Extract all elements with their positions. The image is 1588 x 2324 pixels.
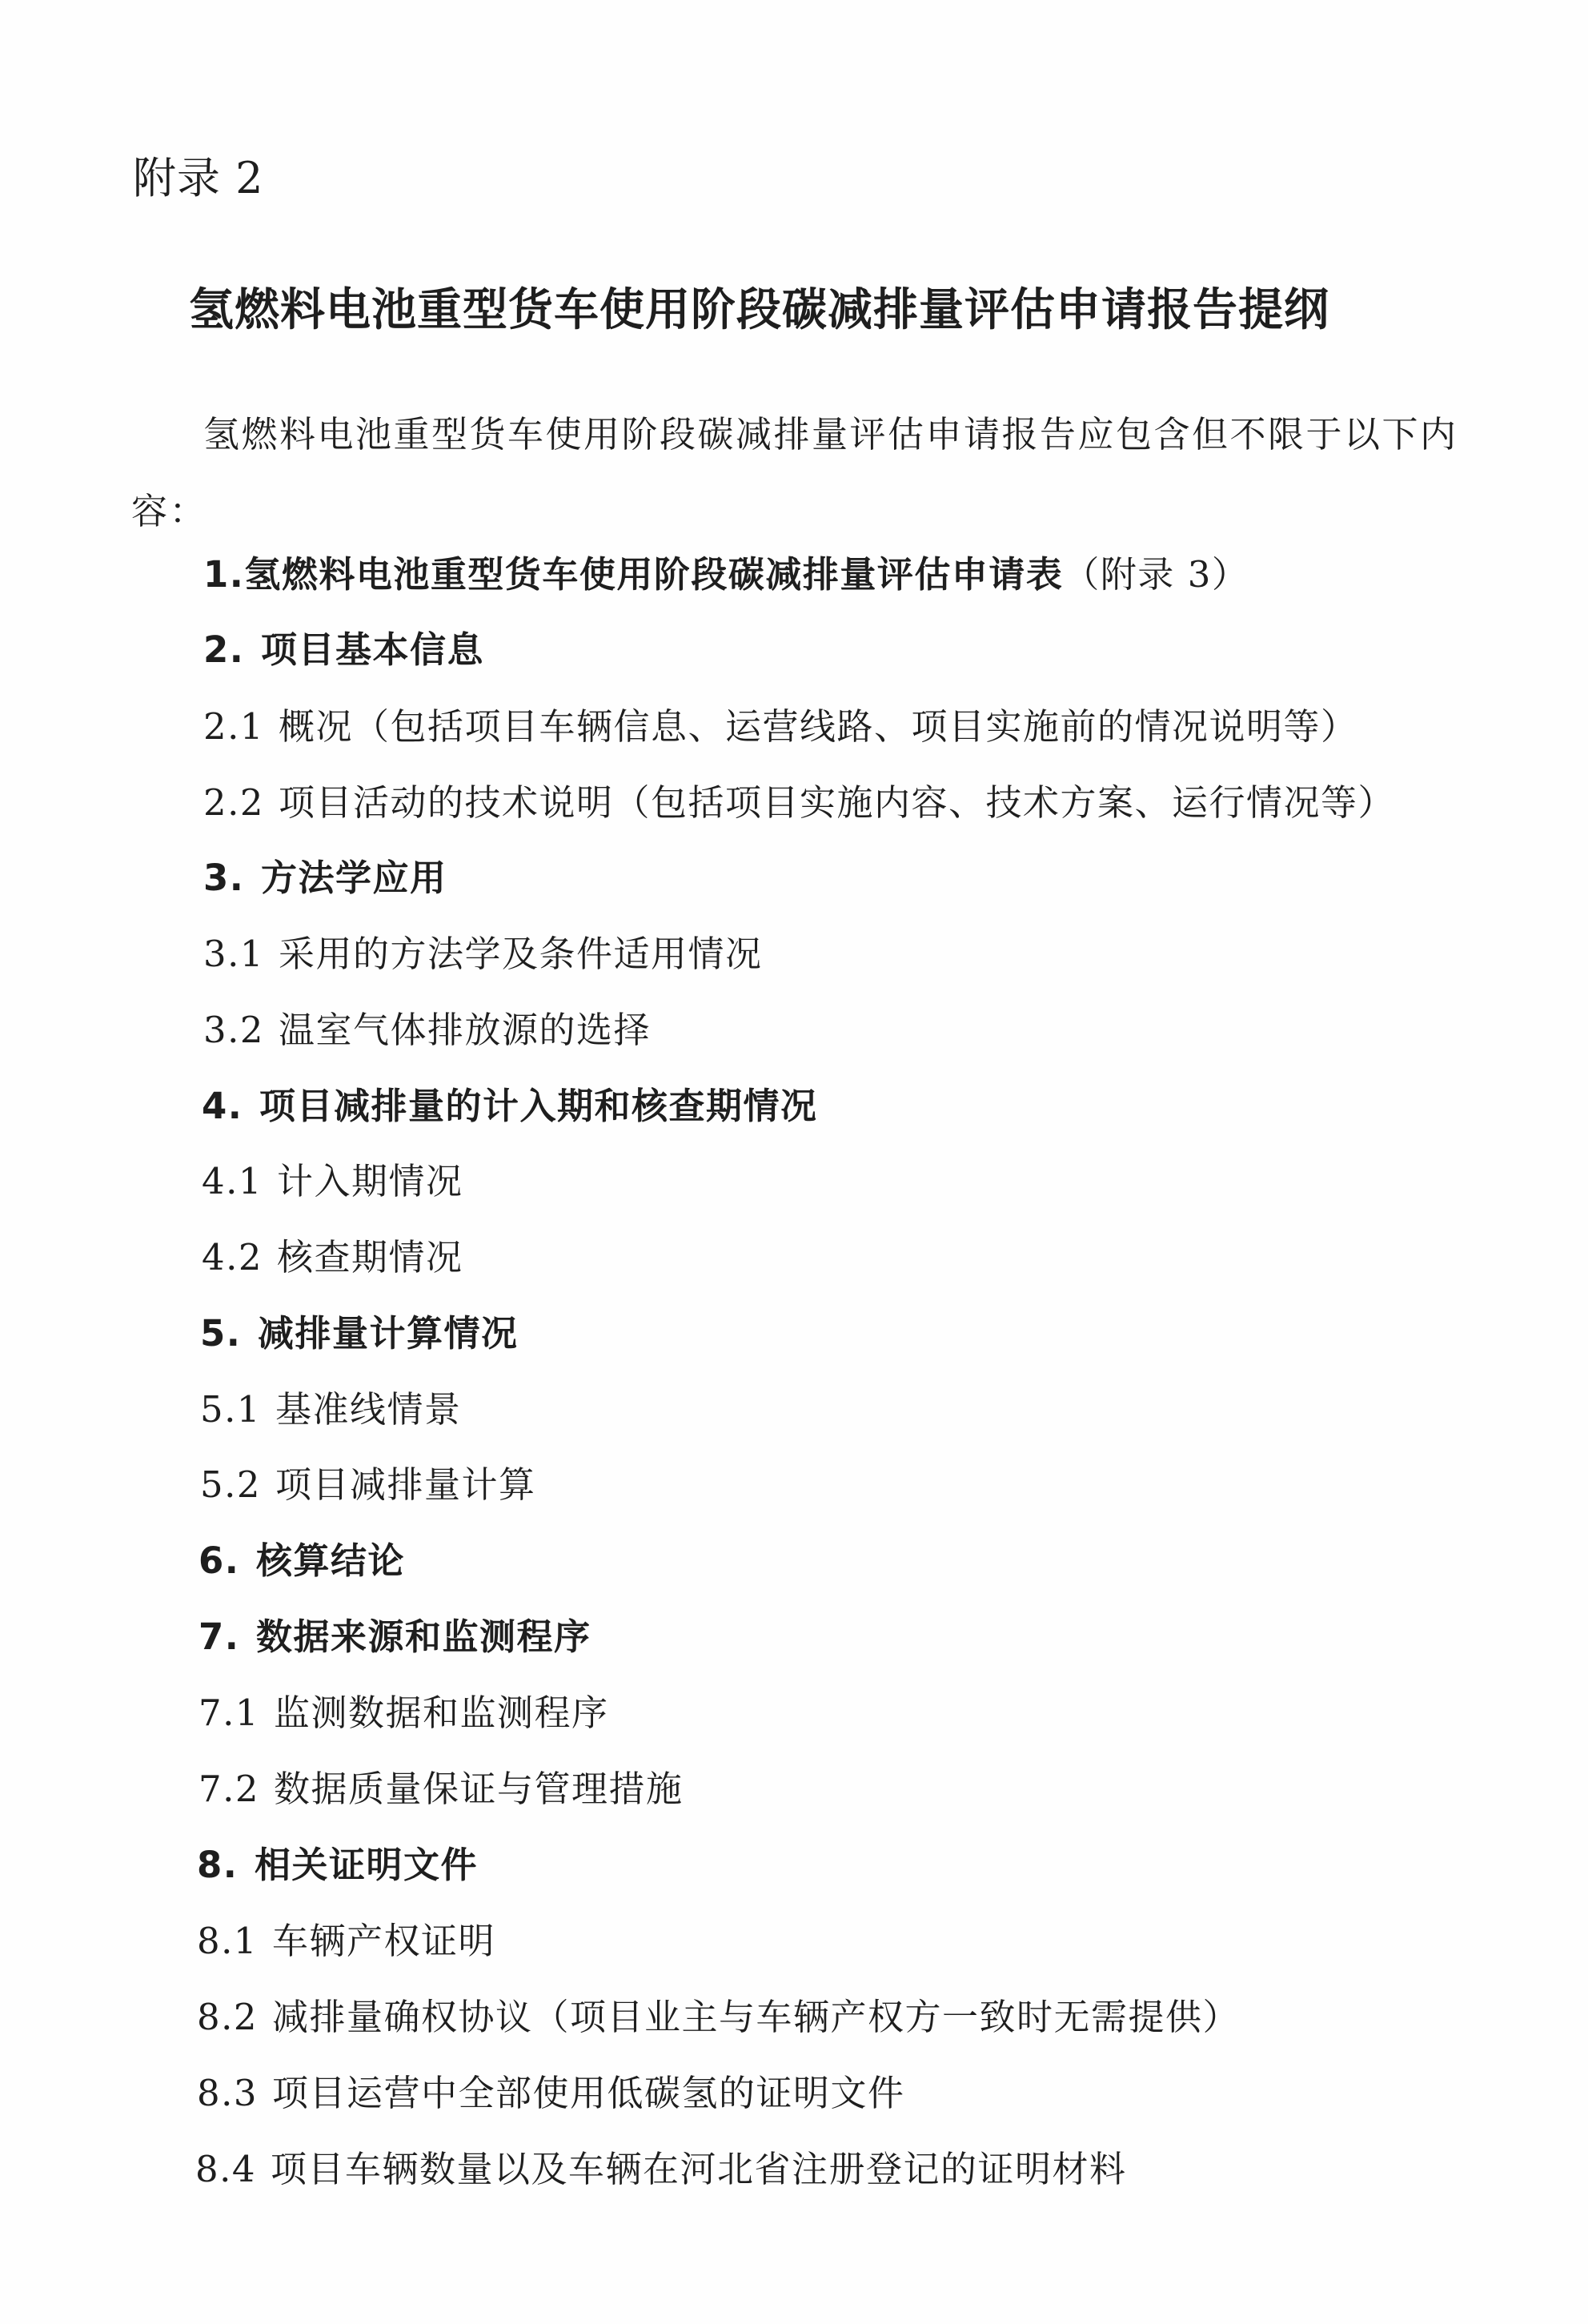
outline-item-text: 减排量计算情况 — [258, 1312, 519, 1355]
outline-item-text: 车辆产权证明 — [272, 1920, 496, 1962]
outline-item-text: 概况（包括项目车辆信息、运营线路、项目实施前的情况说明等） — [279, 705, 1358, 748]
outline-item-text: 监测数据和监测程序 — [274, 1692, 609, 1734]
outline-item-text: 温室气体排放源的选择 — [279, 1009, 652, 1051]
outline-item-number: 8.2 — [197, 1996, 259, 2038]
document-title: 氢燃料电池重型货车使用阶段碳减排量评估申请报告提纲 — [189, 284, 1329, 336]
outline-item-text: 项目车辆数量以及车辆在河北省注册登记的证明材料 — [271, 2148, 1127, 2190]
outline-item-number: 8. — [197, 1844, 239, 1886]
outline-item — [200, 1310, 519, 1358]
outline-item-number: 5. — [200, 1312, 242, 1355]
outline-item — [202, 1234, 463, 1282]
outline-item-number: 5.2 — [200, 1463, 262, 1506]
outline-item — [198, 1613, 591, 1661]
outline-item-number: 2.1 — [203, 705, 265, 748]
outline-item-number: 4.2 — [202, 1236, 263, 1278]
outline-item-number: 2. — [203, 628, 245, 671]
outline-item-number: 8.4 — [195, 2148, 257, 2190]
outline-item-text: 项目活动的技术说明（包括项目实施内容、技术方案、运行情况等） — [279, 781, 1396, 824]
outline-item — [197, 1841, 478, 1889]
outline-item-number: 7.1 — [198, 1692, 260, 1734]
outline-item — [200, 1386, 462, 1434]
outline-item-number: 7.2 — [198, 1768, 260, 1810]
outline-item-text: 项目运营中全部使用低碳氢的证明文件 — [272, 2072, 905, 2114]
outline-item — [197, 1993, 1240, 2041]
outline-item-text: 计入期情况 — [277, 1160, 463, 1202]
outline-item-text: 核算结论 — [256, 1539, 406, 1582]
outline-item — [198, 1537, 405, 1585]
outline-item-number: 1. — [203, 553, 245, 596]
outline-item — [203, 930, 763, 978]
outline-item-note: （附录 3） — [1063, 553, 1249, 596]
outline-item-text: 相关证明文件 — [255, 1844, 479, 1886]
outline-item — [195, 2145, 1127, 2194]
outline-item-text: 核查期情况 — [277, 1236, 463, 1278]
outline-item-number: 5.1 — [200, 1388, 262, 1431]
outline-item-number: 2.2 — [203, 781, 265, 824]
outline-item-number: 6. — [198, 1539, 240, 1582]
outline-item-text: 氢燃料电池重型货车使用阶段碳减排量评估申请表 — [244, 553, 1064, 596]
outline-item-text: 基准线情景 — [275, 1388, 462, 1431]
outline-item-text: 项目减排量的计入期和核查期情况 — [259, 1085, 818, 1127]
outline-item — [202, 1082, 818, 1130]
intro-paragraph: 氢燃料电池重型货车使用阶段碳减排量评估申请报告应包含但不限于以下内容： — [131, 413, 1458, 532]
outline-item — [197, 2069, 905, 2117]
outline-item — [197, 1917, 495, 1965]
outline-item-number: 8.1 — [197, 1920, 259, 1962]
outline-item-number: 4. — [202, 1085, 243, 1127]
outline-item-text: 项目基本信息 — [261, 628, 485, 671]
outline-item — [203, 854, 447, 902]
outline-item-text: 减排量确权协议（项目业主与车辆产权方一致时无需提供） — [272, 1996, 1241, 2038]
outline-item-text: 方法学应用 — [261, 857, 447, 899]
outline-item-number: 7. — [198, 1616, 240, 1658]
outline-item — [203, 626, 484, 674]
outline-item-number: 3.1 — [203, 933, 265, 975]
outline-item-text: 项目减排量计算 — [275, 1463, 536, 1506]
outline-item — [198, 1689, 609, 1737]
outline-item — [198, 1765, 684, 1813]
outline-item — [202, 1158, 463, 1206]
outline-item — [203, 703, 1358, 751]
outline-item — [203, 551, 1249, 599]
outline-item-number: 8.3 — [197, 2072, 259, 2114]
appendix-label: 附录 2 — [133, 153, 264, 203]
outline-item-number: 3. — [203, 857, 245, 899]
outline-item — [203, 779, 1395, 827]
outline-item-number: 4.1 — [202, 1160, 263, 1202]
outline-item-number: 3.2 — [203, 1009, 265, 1051]
outline-item-text: 数据来源和监测程序 — [256, 1616, 591, 1658]
outline-item — [203, 1006, 651, 1054]
outline-item — [200, 1461, 536, 1509]
outline-item-text: 数据质量保证与管理措施 — [274, 1768, 684, 1810]
outline-item-text: 采用的方法学及条件适用情况 — [279, 933, 763, 975]
